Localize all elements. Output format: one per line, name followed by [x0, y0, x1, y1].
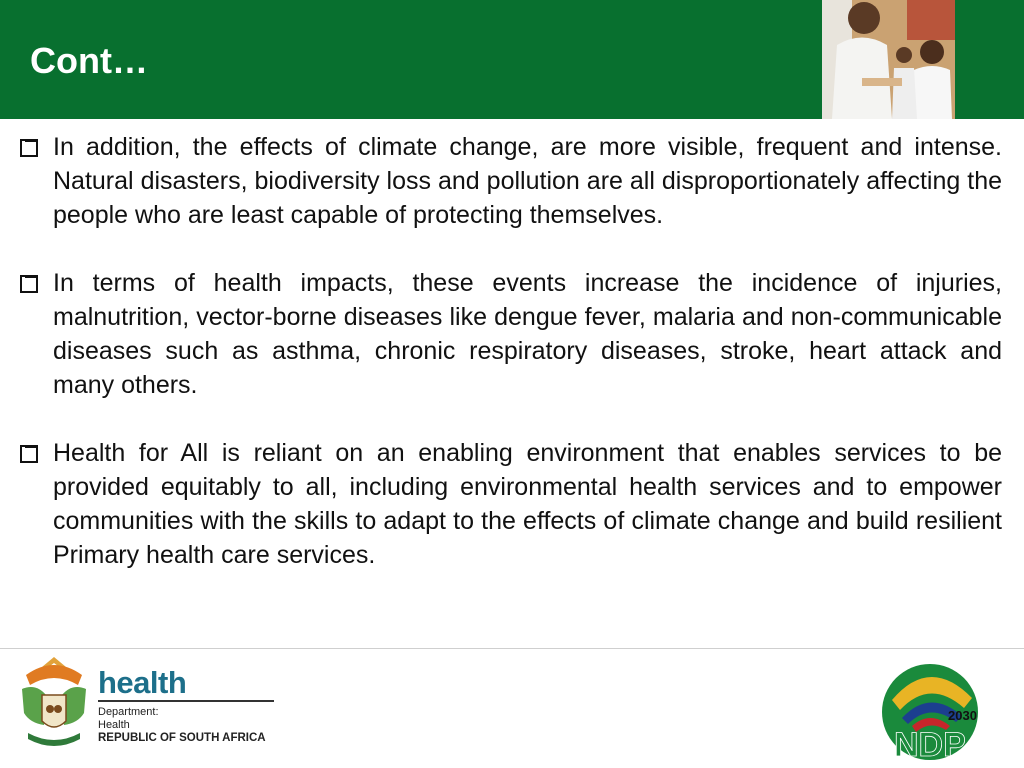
- bullet-text: In terms of health impacts, these events increase the incidence of injuries, malnutrition, vector-borne diseases like dengue fever, malaria and non-communicable diseases such as asthma, chronic respiratory diseases, stroke, heart attack and many others.: [53, 269, 1002, 399]
- ndp-year: 2030: [948, 708, 977, 723]
- dept-line: Department:: [98, 706, 159, 718]
- header-photo: [822, 0, 955, 119]
- bullet-item: [18, 130, 1002, 232]
- ndp-2030-logo-icon: [872, 660, 988, 762]
- ndp-text: NDP: [894, 726, 966, 762]
- footer-divider: [0, 648, 1024, 649]
- bullet-text: Health for All is reliant on an enabling environment that enables services to be provided equitably to all, including environmental health services and to empower communities with the skills to adapt to the effects of climate change and build resilient Primary health care services.: [53, 439, 1002, 569]
- checkbox-bullet-icon: [20, 445, 38, 463]
- department-label: [98, 706, 266, 745]
- coat-of-arms-icon: [16, 655, 92, 753]
- bullet-list: [18, 130, 1002, 606]
- slide-header: [0, 0, 1024, 119]
- health-logo-text: health: [98, 665, 187, 700]
- slide-title: Cont…: [30, 40, 148, 81]
- bullet-text: In addition, the effects of climate change, are more visible, frequent and intense. Natural disasters, biodiversity loss and pollution are all disproportionately affecting the people who are least capable of protecting themselves.: [53, 133, 1002, 229]
- logo-rule: [98, 700, 274, 702]
- dept-country: REPUBLIC OF SOUTH AFRICA: [98, 732, 266, 744]
- checkbox-bullet-icon: [20, 139, 38, 157]
- bullet-item: [18, 266, 1002, 402]
- bullet-item: [18, 436, 1002, 572]
- nurse-child-photo: [822, 0, 955, 119]
- checkbox-bullet-icon: [20, 275, 38, 293]
- dept-line: Health: [98, 719, 130, 731]
